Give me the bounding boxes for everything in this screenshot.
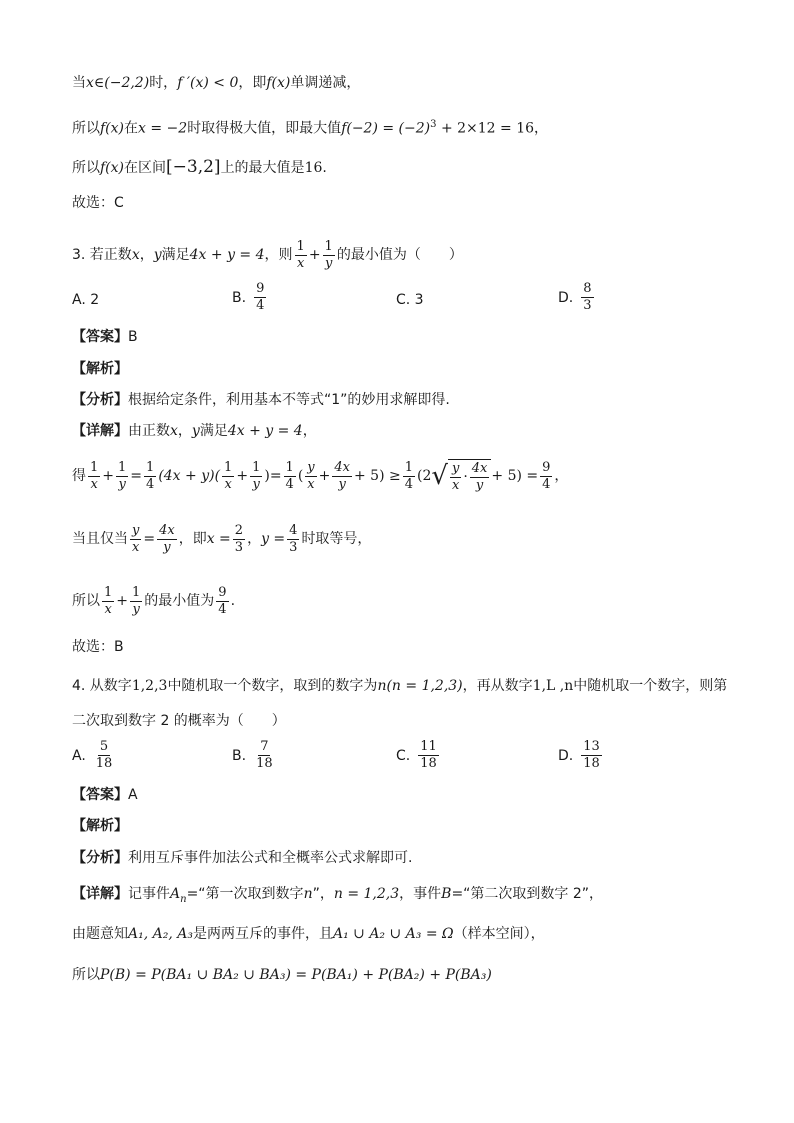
summary-tag: 【分析】 [72, 392, 128, 408]
math-fraction: $\frac{4x}{y}$ [334, 459, 350, 492]
math-var: y [153, 247, 162, 263]
choice-a [72, 739, 116, 772]
text: =“第一次取到数字 [186, 886, 304, 902]
text: 故选：B [72, 639, 124, 655]
text: 中随机取一个数字，则第 [573, 678, 728, 694]
choice-b [232, 281, 268, 314]
answer-selection-3 [72, 637, 754, 657]
choice-a [72, 290, 99, 310]
question-3 [72, 237, 754, 273]
math-derivative: f ′(x) < 0 [177, 75, 239, 91]
choice-label: A. [72, 747, 86, 764]
math-fraction [418, 739, 439, 772]
math-subscript: n [180, 893, 187, 905]
numerator: 1 [324, 238, 333, 254]
text: ， [139, 247, 154, 263]
math-function: f(x) [266, 75, 291, 91]
text: ，则 [264, 247, 293, 263]
denominator: 18 [95, 756, 113, 771]
numerator: 8 [583, 281, 592, 296]
math-function: f(x) [100, 160, 125, 176]
numerator: 9 [256, 281, 265, 296]
text: 在区间 [124, 160, 167, 176]
math-fraction: $\frac{1}{y}$ [132, 584, 141, 617]
equality-condition-3: 当且仅当 $\frac{y}{x}$ = $\frac{4x}{y}$ ，即 x = $\frac{2}{3}$ ， y = $\frac{4}{3}$ 时取等号， [72, 522, 372, 555]
math-fraction [254, 739, 275, 772]
formula-4 [72, 965, 754, 985]
math-expression: (2 [417, 468, 432, 484]
choice-b [232, 739, 277, 772]
analysis-heading-4 [72, 816, 754, 836]
text: 是两两互斥的事件，且 [192, 926, 333, 942]
math-fraction: $\frac{1}{y}$ [252, 459, 261, 492]
math-expression: + 5) = [491, 468, 539, 484]
choice-d [558, 739, 604, 772]
text: . [322, 160, 327, 176]
text: ”， [312, 886, 334, 902]
math-expression: + 2×12 = 16 [436, 120, 535, 137]
math-union: A₁ ∪ A₂ ∪ A₃ = Ω [332, 926, 454, 942]
math-fraction: $\frac{1}{4}$ [146, 459, 155, 492]
summary-text: 利用互斥事件加法公式和全概率公式求解即可. [128, 850, 413, 866]
text: ，即 [238, 75, 267, 91]
math-expression: x = [206, 531, 231, 547]
text: 记事件 [128, 886, 170, 902]
math-events: A₁, A₂, A₃ [128, 926, 193, 942]
math-function: f(x) [100, 120, 125, 137]
text: 所以 [72, 967, 100, 983]
choice-label: C. [396, 747, 411, 764]
text: 单调递减， [290, 75, 361, 91]
text-line-max-value [72, 115, 754, 139]
text: 的最小值为 [144, 593, 215, 609]
math-fraction: $\frac{1}{x}$ [90, 459, 99, 492]
analysis-tag: 【解析】 [72, 818, 128, 834]
detail-tag: 【详解】 [72, 886, 128, 902]
math-fraction: $\frac{9}{4}$ [218, 584, 227, 617]
choice-d [558, 281, 596, 314]
numerator: 11 [420, 739, 437, 754]
denominator: 3 [583, 298, 592, 313]
text: 时取得极大值，即最大值 [187, 120, 342, 137]
text: 当且仅当 [72, 531, 128, 547]
text: 中随机取一个数字，取到的数字为 [167, 678, 378, 694]
choice-label: D. [558, 289, 574, 306]
math-var: y [191, 423, 200, 439]
denominator: x [297, 255, 305, 271]
text: 满足 [161, 247, 190, 263]
denominator: 4 [256, 298, 265, 313]
text: 的最小值为（ ） [336, 247, 463, 263]
choice-label: B. [232, 289, 247, 306]
condition-4 [72, 924, 754, 944]
choice-c [396, 739, 441, 772]
math-var: x [170, 423, 178, 439]
text: 由题意知 [72, 926, 128, 942]
conclusion-3: 所以 $\frac{1}{x}$ + $\frac{1}{y}$ 的最小值为 $\frac{9}{4}$ . [72, 584, 236, 617]
math-fraction: $\frac{4}{3}$ [289, 522, 298, 555]
math-op: · [463, 469, 468, 485]
choice-label: D. [558, 747, 574, 764]
math-event: B [441, 886, 452, 902]
math-number: 16 [304, 160, 323, 176]
analysis-summary-4 [72, 848, 754, 868]
math-fraction: $\frac{2}{3}$ [234, 522, 244, 555]
text: 所以 [72, 160, 100, 176]
denominator: y [325, 255, 333, 271]
text: 所以 [72, 120, 100, 137]
text: ，再从数字 [462, 678, 533, 694]
text: （样本空间）， [453, 926, 545, 942]
text-line-interval-max [72, 157, 754, 178]
math-expression: (4x + y)( [158, 468, 221, 484]
detail-intro-4 [72, 884, 754, 910]
math-fraction [295, 239, 307, 272]
detail-intro-3 [72, 421, 754, 441]
math-event: A [170, 886, 181, 902]
numerator: 1 [296, 238, 305, 254]
text: 由正数 [128, 423, 170, 439]
numerator: 13 [583, 739, 600, 754]
math-op: = [269, 468, 282, 484]
text: 在 [124, 120, 139, 137]
summary-text: 根据给定条件，利用基本不等式“1”的妙用求解即得. [128, 392, 450, 408]
math-expression: f(−2) = (−2) [341, 120, 431, 137]
denominator: 18 [583, 756, 600, 771]
math-fraction: $\frac{1}{4}$ [404, 459, 414, 492]
math-fraction: $\frac{4x}{y}$ [159, 522, 175, 555]
text-line-monotonic [72, 73, 754, 93]
math-range: n = 1,2,3 [333, 886, 400, 902]
math-fraction: $\frac{1}{x}$ [224, 459, 233, 492]
detail-tag: 【详解】 [72, 423, 128, 439]
text: 时， [149, 75, 178, 91]
numerator: 7 [260, 739, 269, 754]
math-sequence: 1,L ,n [532, 678, 574, 694]
text: 得 [72, 468, 86, 484]
question-4-line1 [72, 676, 754, 696]
text: ， [554, 468, 569, 484]
numerator: 5 [99, 739, 109, 754]
math-fraction: $\frac{y}{x}$ [307, 459, 315, 492]
math-var: x [131, 247, 140, 263]
math-condition: 4x + y = 4 [189, 247, 265, 263]
math-point: x = −2 [138, 120, 188, 137]
choice-text: C. 3 [396, 292, 424, 308]
text: ， [177, 423, 192, 439]
math-expression: ( [297, 468, 304, 484]
analysis-summary-3 [72, 390, 754, 410]
text: 故选：C [72, 195, 124, 211]
question-4-line2 [72, 711, 754, 731]
analysis-tag: 【解析】 [72, 361, 128, 377]
answer-4 [72, 785, 754, 805]
denominator: 18 [256, 756, 273, 771]
choice-text: A. 2 [72, 292, 100, 308]
math-fraction [581, 281, 593, 314]
text: 上的最大值是 [220, 160, 305, 176]
question-text: 4. 从数字 [72, 678, 132, 694]
math-condition: 4x + y = 4 [227, 423, 303, 439]
math-fraction [254, 281, 266, 314]
analysis-heading-3 [72, 359, 754, 379]
answer-3 [72, 327, 754, 347]
summary-tag: 【分析】 [72, 850, 128, 866]
math-expression: + 5) ≥ [354, 468, 401, 484]
text: ，即 [178, 531, 207, 547]
math-fraction: $\frac{1}{4}$ [285, 459, 294, 492]
text: 所以 [72, 593, 100, 609]
math-fraction: $\frac{1}{y}$ [118, 459, 127, 492]
answer-tag: 【答案】 [72, 329, 128, 345]
math-probability-formula: P(B) = P(BA₁ ∪ BA₂ ∪ BA₃) = P(BA₁) + P(BA₂) + P(BA₃) [100, 967, 492, 983]
math-expression: y = [261, 531, 286, 547]
math-sqrt: √ $\frac{y}{x}$ · $\frac{4x}{y}$ [431, 459, 491, 494]
text: . [230, 593, 236, 609]
math-exponent: 3 [430, 119, 437, 130]
answer-tag: 【答案】 [72, 787, 128, 803]
math-expression: ) [264, 468, 270, 484]
answer-value: A [128, 787, 138, 803]
derivation-3: 得 $\frac{1}{x}$ + $\frac{1}{y}$ = $\frac{1}{4}$ (4x + y)( $\frac{1}{x}$ + $\frac{1}{y}$ ) = $\frac{1}{4}$ ( $\frac{y}{x}$ + $\frac{4x}{y}$ + 5) ≥ $\frac{1}{4}$ (2 √ $\frac{y}{x}$ · $\frac{4x}{y}$ + 5) = $\frac{9}{4}$ ， [72, 459, 569, 493]
math-interval: x∈(−2,2) [86, 75, 150, 91]
math-var: n [303, 886, 313, 902]
math-fraction [581, 739, 602, 772]
math-fraction: $\frac{1}{x}$ [104, 584, 113, 617]
choice-c [396, 290, 424, 310]
math-fraction: $\frac{9}{4}$ [542, 459, 551, 492]
text: ，事件 [399, 886, 442, 902]
text: 当 [72, 75, 86, 91]
question-text: 3. 若正数 [72, 247, 132, 263]
math-fraction: $\frac{y}{x}$ [132, 522, 140, 555]
choice-label: B. [232, 747, 247, 764]
math-expression: n(n = 1,2,3) [377, 678, 463, 694]
question-text: 二次取到数字 2 的概率为（ ） [72, 713, 286, 729]
math-fraction [323, 239, 335, 272]
denominator: 18 [420, 756, 437, 771]
text: 满足 [199, 423, 228, 439]
text: =“第二次取到数字 2”， [451, 886, 604, 902]
answer-selection [72, 193, 754, 213]
text: ， [534, 120, 549, 137]
math-numbers: 1,2,3 [131, 678, 168, 694]
text: 时取等号， [301, 531, 372, 547]
text: ， [302, 423, 317, 439]
math-op: + [308, 247, 321, 263]
answer-value: B [128, 329, 138, 345]
math-fraction [94, 739, 115, 772]
text: ， [247, 531, 262, 547]
math-interval: [−3,2] [166, 157, 221, 177]
